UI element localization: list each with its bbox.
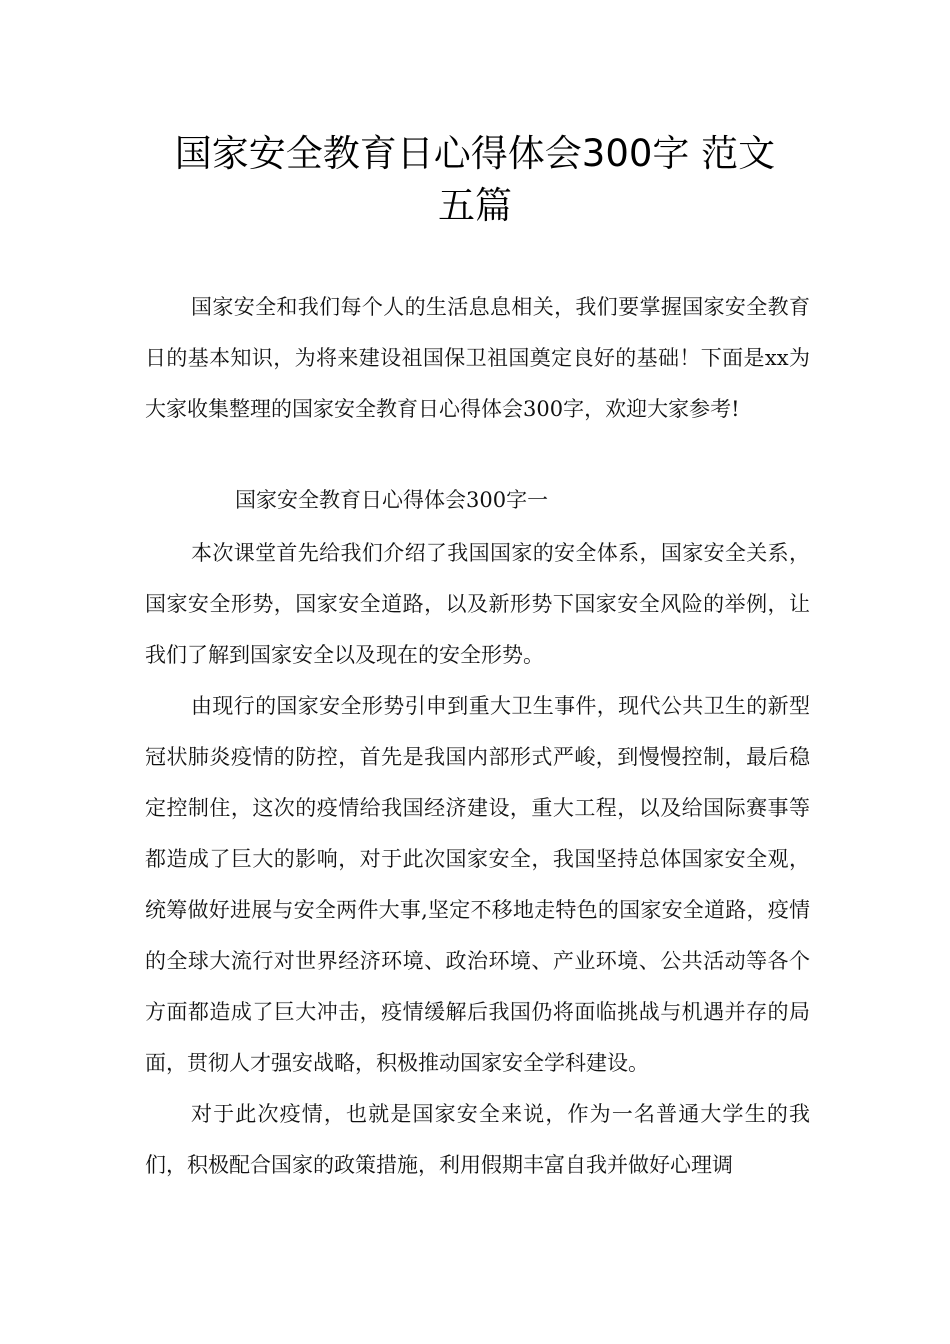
section-heading: 国家安全教育日心得体会300字一 bbox=[235, 488, 549, 512]
title-line-2: 五篇 bbox=[438, 184, 512, 227]
body-paragraph: 本次课堂首先给我们介绍了我国国家的安全体系，国家安全关系，国家安全形势，国家安全道路，以及新形势下国家安全风险的举例，让我们了解到国家安全以及现在的安全形势。 bbox=[145, 541, 810, 667]
body-paragraph: 对于此次疫情，也就是国家安全来说，作为一名普通大学生的我们，积极配合国家的政策措施，利用假期丰富自我并做好心理调 bbox=[145, 1102, 810, 1177]
intro-paragraph: 国家安全和我们每个人的生活息息相关，我们要掌握国家安全教育日的基本知识，为将来建设祖国保卫祖国奠定良好的基础！下面是xx为大家收集整理的国家安全教育日心得体会300字，欢迎大家参考! bbox=[145, 295, 810, 421]
intro-block bbox=[145, 282, 810, 435]
document-title bbox=[145, 128, 805, 232]
title-line-1: 国家安全教育日心得体会300字 范文 bbox=[174, 132, 776, 175]
body-paragraph: 由现行的国家安全形势引申到重大卫生事件，现代公共卫生的新型冠状肺炎疫情的防控，首先是我国内部形式严峻，到慢慢控制，最后稳定控制住，这次的疫情给我国经济建设，重大工程，以及给国际赛事等都造成了巨大的影响，对于此次国家安全，我国坚持总体国家安全观，统筹做好进展与安全两件大事,坚定不移地走特色的国家安全道路，疫情的全球大流行对世界经济环境、政治环境、产业环境、公共活动等各个方面都造成了巨大冲击，疫情缓解后我国仍将面临挑战与机遇并存的局面，贯彻人才强安战略，积极推动国家安全学科建设。 bbox=[145, 694, 810, 1075]
section-body bbox=[145, 528, 810, 1191]
